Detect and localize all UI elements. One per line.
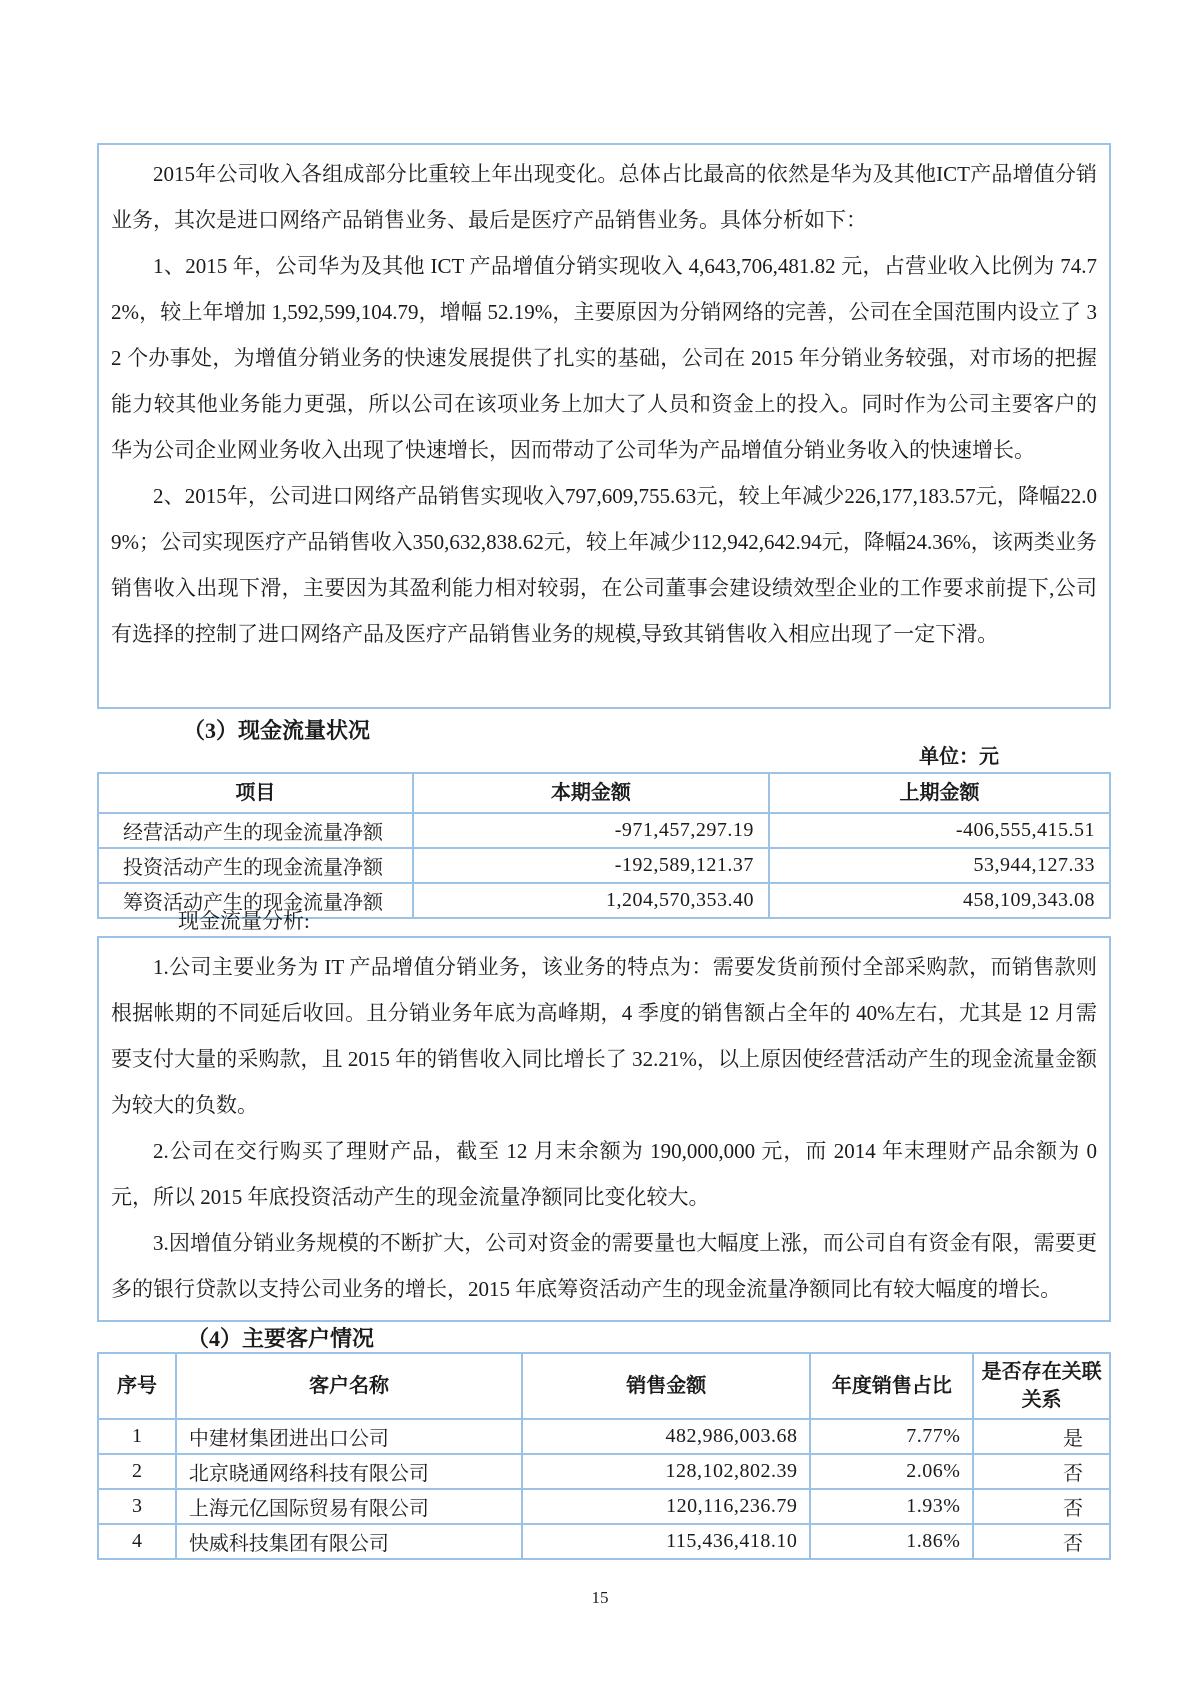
current-amount-cell: 1,204,570,353.40 [413, 883, 769, 918]
sales-share-cell: 2.06% [810, 1454, 973, 1489]
sales-share-cell: 1.86% [810, 1524, 973, 1559]
serial-cell: 4 [98, 1524, 176, 1559]
cashflow-analysis-label: 现金流量分析: [178, 909, 310, 933]
related-party-cell: 否 [973, 1454, 1110, 1489]
table-row-investing [98, 848, 1110, 883]
sales-amount-cell: 115,436,418.10 [522, 1524, 810, 1559]
revenue-analysis-box [97, 143, 1111, 709]
paragraph-revenue-overview: 2015年公司收入各组成部分比重较上年出现变化。总体占比最高的依然是华为及其他ICT产品增值分销业务，其次是进口网络产品销售业务、最后是医疗产品销售业务。具体分析如下： [111, 162, 1097, 232]
related-party-cell: 否 [973, 1524, 1110, 1559]
customer-name-cell: 北京晓通网络科技有限公司 [176, 1454, 522, 1489]
prior-amount-cell: 53,944,127.33 [769, 848, 1110, 883]
column-header-related: 是否存在关联关系 [973, 1353, 1110, 1419]
paragraph-import-medical: 2、2015年，公司进口网络产品销售实现收入797,609,755.63元，较上年减少226,177,183.57元，降幅22.09%；公司实现医疗产品销售收入350,632,838.62元，较上年减少112,942,642.94元，降幅24.36%，该两类业务销售收入出现下滑，主要因为其盈利能力相对较弱，在公司董事会建设绩效型企业的工作要求前提下,公司有选择的控制了进口网络产品及医疗产品销售业务的规模,导致其销售收入相应出现了一定下滑。 [111, 484, 1097, 646]
column-header-prior: 上期金额 [769, 773, 1110, 813]
unit-label: 单位：元 [919, 746, 999, 768]
customer-name-cell: 快威科技集团有限公司 [176, 1524, 522, 1559]
table-row-customer-4 [98, 1524, 1110, 1559]
customer-name-cell: 中建材集团进出口公司 [176, 1419, 522, 1454]
current-amount-cell: -971,457,297.19 [413, 813, 769, 848]
sales-share-cell: 1.93% [810, 1489, 973, 1524]
column-header-name: 客户名称 [176, 1353, 522, 1419]
column-header-amount: 销售金额 [522, 1353, 810, 1419]
column-header-no: 序号 [98, 1353, 176, 1419]
sales-amount-cell: 120,116,236.79 [522, 1489, 810, 1524]
column-header-current: 本期金额 [413, 773, 769, 813]
customers-table [97, 1352, 1111, 1560]
related-party-cell: 是 [973, 1419, 1110, 1454]
column-header-share: 年度销售占比 [810, 1353, 973, 1419]
paragraph-ict-distribution: 1、2015 年，公司华为及其他 ICT 产品增值分销实现收入 4,643,706,481.82 元，占营业收入比例为 74.72%，较上年增加 1,592,599,104.79，增幅 52.19%，主要原因为分销网络的完善，公司在全国范围内设立了 32 个办事处，为增值分销业务的快速发展提供了扎实的基础，公司在 2015 年分销业务较强，对市场的把握能力较其他业务能力更强，所以公司在该项业务上加大了人员和资金上的投入。同时作为公司主要客户的华为公司企业网业务收入出现了快速增长，因而带动了公司华为产品增值分销业务收入的快速增长。 [111, 254, 1097, 462]
customers-section-heading: （4）主要客户情况 [187, 1326, 375, 1351]
row-item-cell: 投资活动产生的现金流量净额 [98, 848, 413, 883]
paragraph-analysis-financing: 3.因增值分销业务规模的不断扩大，公司对资金的需要量也大幅度上涨，而公司自有资金有限，需要更多的银行贷款以支持公司业务的增长，2015 年底筹资活动产生的现金流量净额同比有较大幅度的增长。 [111, 1231, 1097, 1301]
paragraph-analysis-operating: 1.公司主要业务为 IT 产品增值分销业务，该业务的特点为：需要发货前预付全部采购款，而销售款则根据帐期的不同延后收回。且分销业务年底为高峰期，4 季度的销售额占全年的 40%左右，尤其是 12 月需要支付大量的采购款，且 2015 年的销售收入同比增长了 32.21%，以上原因使经营活动产生的现金流量金额为较大的负数。 [111, 955, 1097, 1117]
serial-cell: 2 [98, 1454, 176, 1489]
serial-cell: 3 [98, 1489, 176, 1524]
sales-share-cell: 7.77% [810, 1419, 973, 1454]
column-header-item: 项目 [98, 773, 413, 813]
current-amount-cell: -192,589,121.37 [413, 848, 769, 883]
table-row-customer-2 [98, 1454, 1110, 1489]
row-item-cell: 筹资活动产生的现金流量净额 [98, 883, 413, 918]
sales-amount-cell: 482,986,003.68 [522, 1419, 810, 1454]
cashflow-analysis-box [97, 936, 1111, 1322]
cashflow-section-heading: （3）现金流量状况 [183, 718, 371, 743]
customers-table-header-row [98, 1353, 1110, 1419]
row-item-cell: 经营活动产生的现金流量净额 [98, 813, 413, 848]
prior-amount-cell: 458,109,343.08 [769, 883, 1110, 918]
related-party-cell: 否 [973, 1489, 1110, 1524]
customer-name-cell: 上海元亿国际贸易有限公司 [176, 1489, 522, 1524]
paragraph-analysis-investing: 2.公司在交行购买了理财产品，截至 12 月末余额为 190,000,000 元，而 2014 年末理财产品余额为 0 元，所以 2015 年底投资活动产生的现金流量净额同比变化较大。 [111, 1139, 1097, 1209]
cashflow-table [97, 772, 1111, 919]
page-number: 15 [591, 1588, 609, 1607]
cashflow-table-header-row [98, 773, 1110, 813]
table-row-customer-1 [98, 1419, 1110, 1454]
table-row-operating [98, 813, 1110, 848]
table-row-customer-3 [98, 1489, 1110, 1524]
sales-amount-cell: 128,102,802.39 [522, 1454, 810, 1489]
serial-cell: 1 [98, 1419, 176, 1454]
prior-amount-cell: -406,555,415.51 [769, 813, 1110, 848]
